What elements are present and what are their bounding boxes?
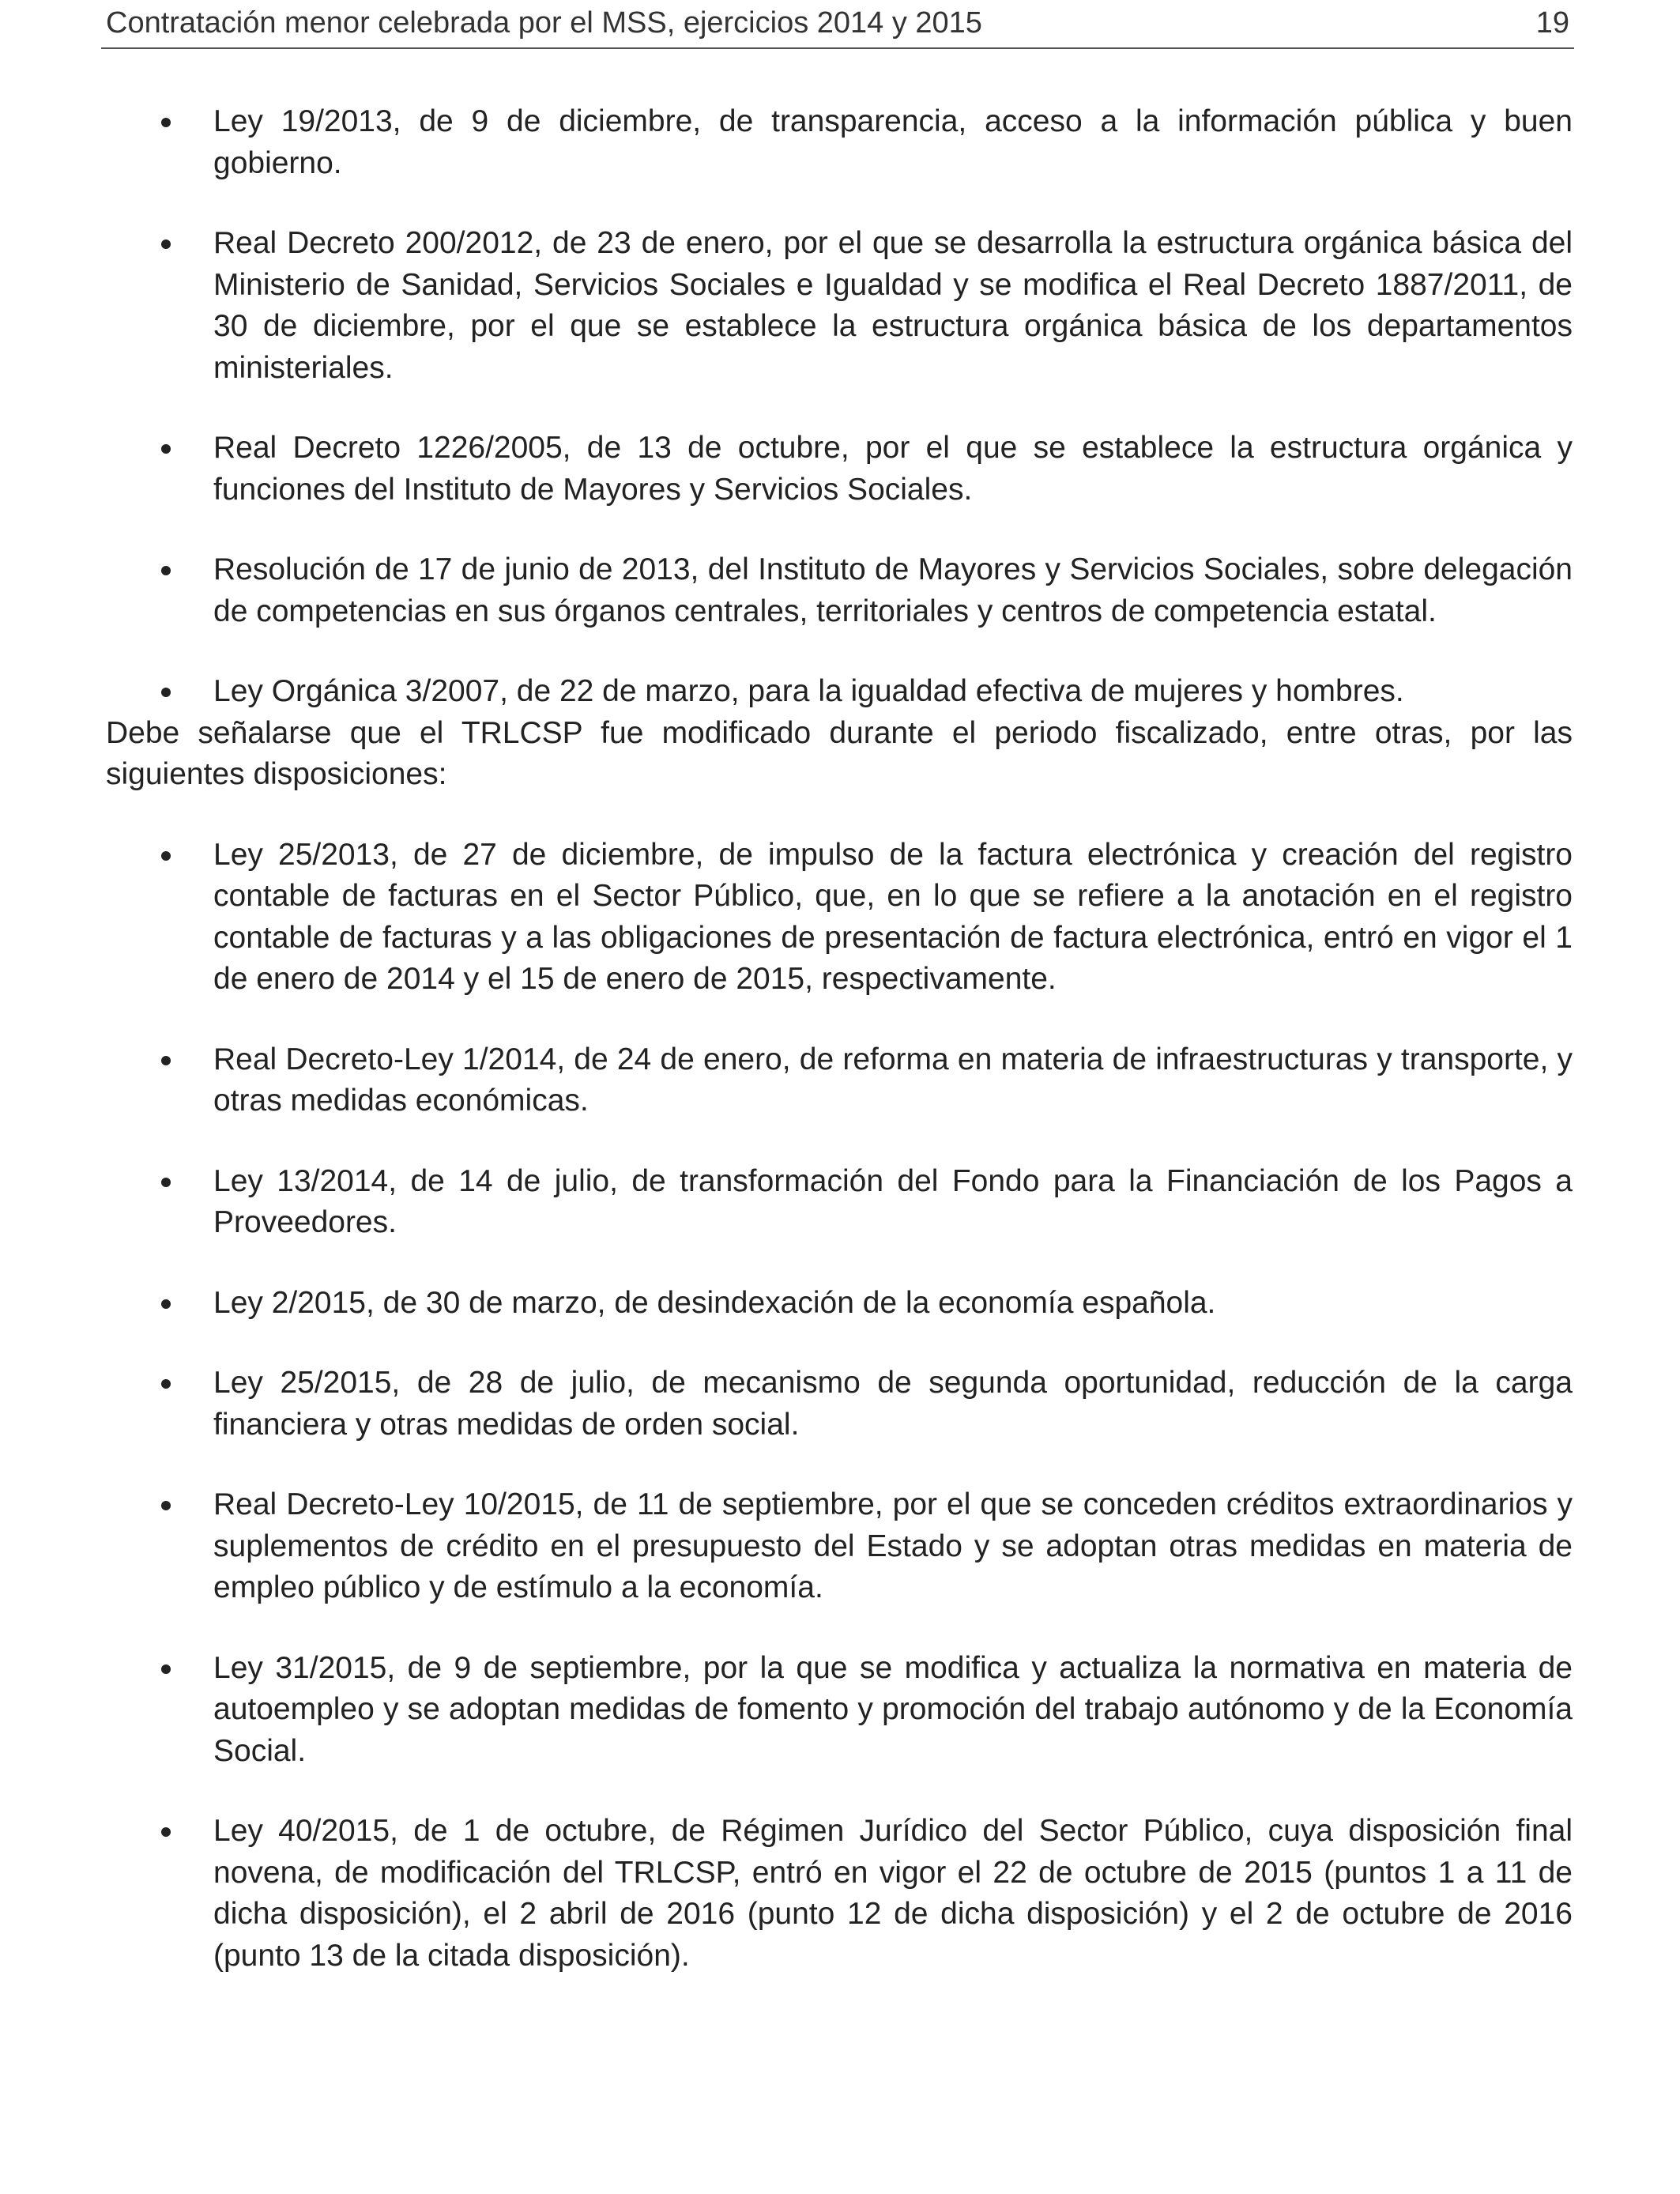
bullet-icon [161, 851, 171, 861]
body-paragraph: Debe señalarse que el TRLCSP fue modificado durante el periodo fiscalizado, entre otras, por las siguientes disposiciones: [106, 715, 1573, 791]
list-item [106, 835, 1573, 1001]
list-item-text: Real Decreto 1226/2005, de 13 de octubre, por el que se establece la estructura orgánica y funciones del Instituto de Mayores y Servicios Sociales. [213, 431, 1573, 507]
list-item [106, 223, 1573, 389]
bullet-icon [161, 1056, 171, 1065]
list-item [106, 1161, 1573, 1244]
list-item [106, 428, 1573, 511]
amendments-list [106, 835, 1573, 1977]
bullet-icon [161, 444, 171, 454]
list-item [106, 549, 1573, 632]
bullet-icon [161, 239, 171, 249]
bullet-icon [161, 566, 171, 575]
list-item-text: Ley Orgánica 3/2007, de 22 de marzo, para la igualdad efectiva de mujeres y hombres. [213, 674, 1404, 708]
list-item-text: Resolución de 17 de junio de 2013, del Instituto de Mayores y Servicios Sociales, sobre delegación de competencias en sus órganos centrales, territoriales y centros de competencia estatal. [213, 552, 1573, 628]
list-item [106, 1363, 1573, 1446]
list-item-text: Ley 13/2014, de 14 de julio, de transformación del Fondo para la Financiación de los Pagos a Proveedores. [213, 1163, 1573, 1239]
list-item [106, 1648, 1573, 1773]
document-body [106, 101, 1573, 1977]
bullet-icon [161, 1664, 171, 1674]
list-item [106, 101, 1573, 184]
list-item [106, 1484, 1573, 1609]
list-item [106, 671, 1573, 713]
bullet-icon [161, 1379, 171, 1389]
bullet-icon [161, 1178, 171, 1187]
list-item-text: Ley 31/2015, de 9 de septiembre, por la que se modifica y actualiza la normativa en materia de autoempleo y se adoptan medidas de fomento y promoción del trabajo autónomo y de la Economía Social. [213, 1650, 1573, 1768]
page-header [101, 0, 1574, 49]
bullet-icon [161, 1501, 171, 1510]
list-item-text: Ley 40/2015, de 1 de octubre, de Régimen Jurídico del Sector Público, cuya disposición final novena, de modificación del TRLCSP, entró en vigor el 22 de octubre de 2015 (puntos 1 a 11 de dicha disposición), el 2 abril de 2016 (punto 12 de dicha disposición) y el 2 de octubre de 2016 (punto 13 de la citada disposición). [213, 1814, 1573, 1973]
list-item [106, 1811, 1573, 1977]
bullet-icon [161, 118, 171, 127]
bullet-icon [161, 1299, 171, 1309]
list-item-text: Real Decreto 200/2012, de 23 de enero, por el que se desarrolla la estructura orgánica básica del Ministerio de Sanidad, Servicios Sociales e Igualdad y se modifica el Real Decreto 1887/2011, de 30 de diciembre, por el que se establece la estructura orgánica básica de los departamentos ministeriales. [213, 226, 1573, 385]
legislation-list [106, 101, 1573, 713]
bullet-icon [161, 1827, 171, 1837]
list-item-text: Ley 25/2015, de 28 de julio, de mecanismo de segunda oportunidad, reducción de la carga financiera y otras medidas de orden social. [213, 1366, 1573, 1442]
page-number: 19 [1535, 6, 1569, 40]
list-item-text: Ley 25/2013, de 27 de diciembre, de impulso de la factura electrónica y creación del registro contable de facturas en el Sector Público, que, en lo que se refiere a la anotación en el registro contable de facturas y a las obligaciones de presentación de factura electrónica, entró en vigor el 1 de enero de 2014 y el 15 de enero de 2015, respectivamente. [213, 837, 1573, 996]
list-item [106, 1039, 1573, 1122]
list-item-text: Real Decreto-Ley 10/2015, de 11 de septiembre, por el que se conceden créditos extraordinarios y suplementos de crédito en el presupuesto del Estado y se adoptan otras medidas en materia de empleo público y de estímulo a la economía. [213, 1487, 1573, 1604]
header-title: Contratación menor celebrada por el MSS, ejercicios 2014 y 2015 [106, 6, 982, 40]
list-item-text: Ley 19/2013, de 9 de diciembre, de transparencia, acceso a la información pública y buen gobierno. [213, 104, 1573, 180]
bullet-icon [161, 688, 171, 697]
list-item-text: Real Decreto-Ley 1/2014, de 24 de enero, de reforma en materia de infraestructuras y transporte, y otras medidas económicas. [213, 1042, 1573, 1118]
list-item-text: Ley 2/2015, de 30 de marzo, de desindexación de la economía española. [213, 1285, 1216, 1320]
list-item [106, 1283, 1573, 1325]
